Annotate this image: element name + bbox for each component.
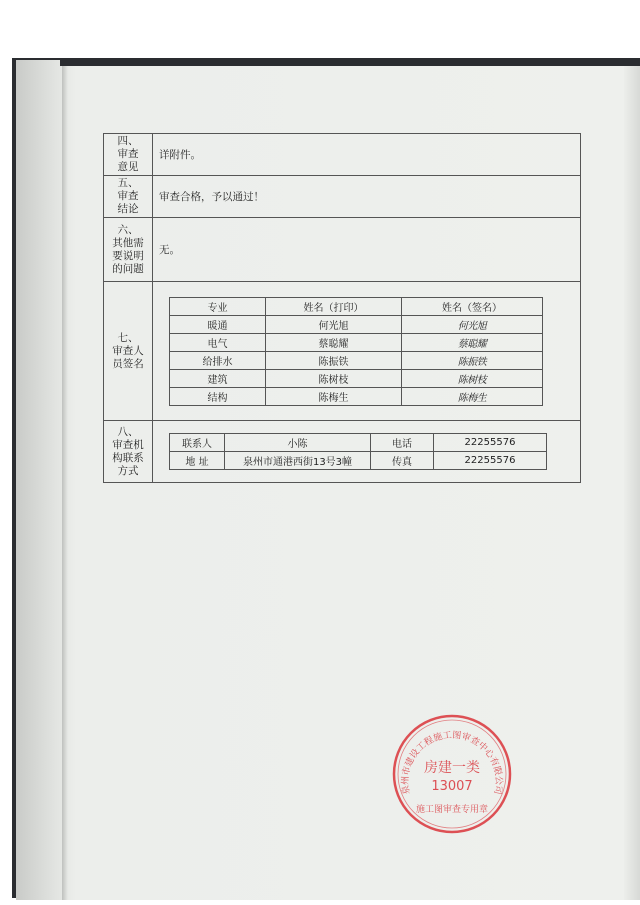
stamp-center-text: 房建一类 [424,760,480,776]
reviewer-major: 暖通 [170,315,266,333]
address-value: 泉州市通港西街13号3幢 [225,452,371,470]
address-row [170,452,547,470]
stamp-ring-text: 泉州市建设工程施工图审查中心有限公司 [400,730,504,796]
reviewer-major: 电气 [170,333,266,351]
reviewer-signature-table [169,297,543,406]
reviewer-header-row [170,297,543,315]
contact-table [169,433,547,470]
section-4-row [104,134,581,176]
stamp-bottom-text: 施工图审查专用章 [415,805,489,815]
header-signature: 姓名（签名） [402,297,543,315]
reviewer-printed-name: 何光旭 [266,315,402,333]
section-8-row [104,421,581,483]
section-5-row [104,176,581,218]
section-5-content: 审查合格，予以通过！ [153,176,581,218]
page-edge [624,66,640,900]
reviewer-printed-name: 蔡聪耀 [266,333,402,351]
reviewer-row [170,369,543,387]
stamp-number: 13007 [431,779,473,794]
address-label: 地 址 [170,452,225,470]
reviewer-printed-name: 陈振铁 [266,351,402,369]
reviewer-signature: 陈树枝 [402,369,543,387]
section-6-row [104,218,581,282]
top-shadow [60,58,640,66]
review-form-table [103,133,581,483]
reviewer-signature: 陈振铁 [402,351,543,369]
section-7-row [104,282,581,421]
reviewer-signature: 何光旭 [402,315,543,333]
reviewer-major: 给排水 [170,351,266,369]
contact-person-label: 联系人 [170,434,225,452]
section-6-content: 无。 [153,218,581,282]
official-stamp [390,712,514,836]
section-8-title: 八、 审查机 构联系 方式 [104,421,153,483]
binding-gutter [62,60,68,900]
reviewer-signature: 陈梅生 [402,387,543,405]
reviewer-printed-name: 陈梅生 [266,387,402,405]
reviewer-printed-name: 陈树枝 [266,369,402,387]
fax-label: 传真 [371,452,434,470]
fax-value: 22255576 [434,452,547,470]
section-7-content [153,282,581,421]
section-5-title: 五、 审查 结论 [104,176,153,218]
header-major: 专业 [170,297,266,315]
reviewer-row [170,351,543,369]
reviewer-row [170,387,543,405]
contact-person-value: 小陈 [225,434,371,452]
header-printed-name: 姓名（打印） [266,297,402,315]
reviewer-major: 结构 [170,387,266,405]
section-4-content: 详附件。 [153,134,581,176]
contact-row [170,434,547,452]
phone-label: 电话 [371,434,434,452]
section-6-title: 六、 其他需 要说明 的问题 [104,218,153,282]
reviewer-row [170,315,543,333]
reviewer-signature: 蔡聪耀 [402,333,543,351]
phone-value: 22255576 [434,434,547,452]
section-7-title: 七、 审查人 员签名 [104,282,153,421]
section-8-content [153,421,581,483]
reviewer-major: 建筑 [170,369,266,387]
section-4-title: 四、 审查 意见 [104,134,153,176]
reviewer-row [170,333,543,351]
